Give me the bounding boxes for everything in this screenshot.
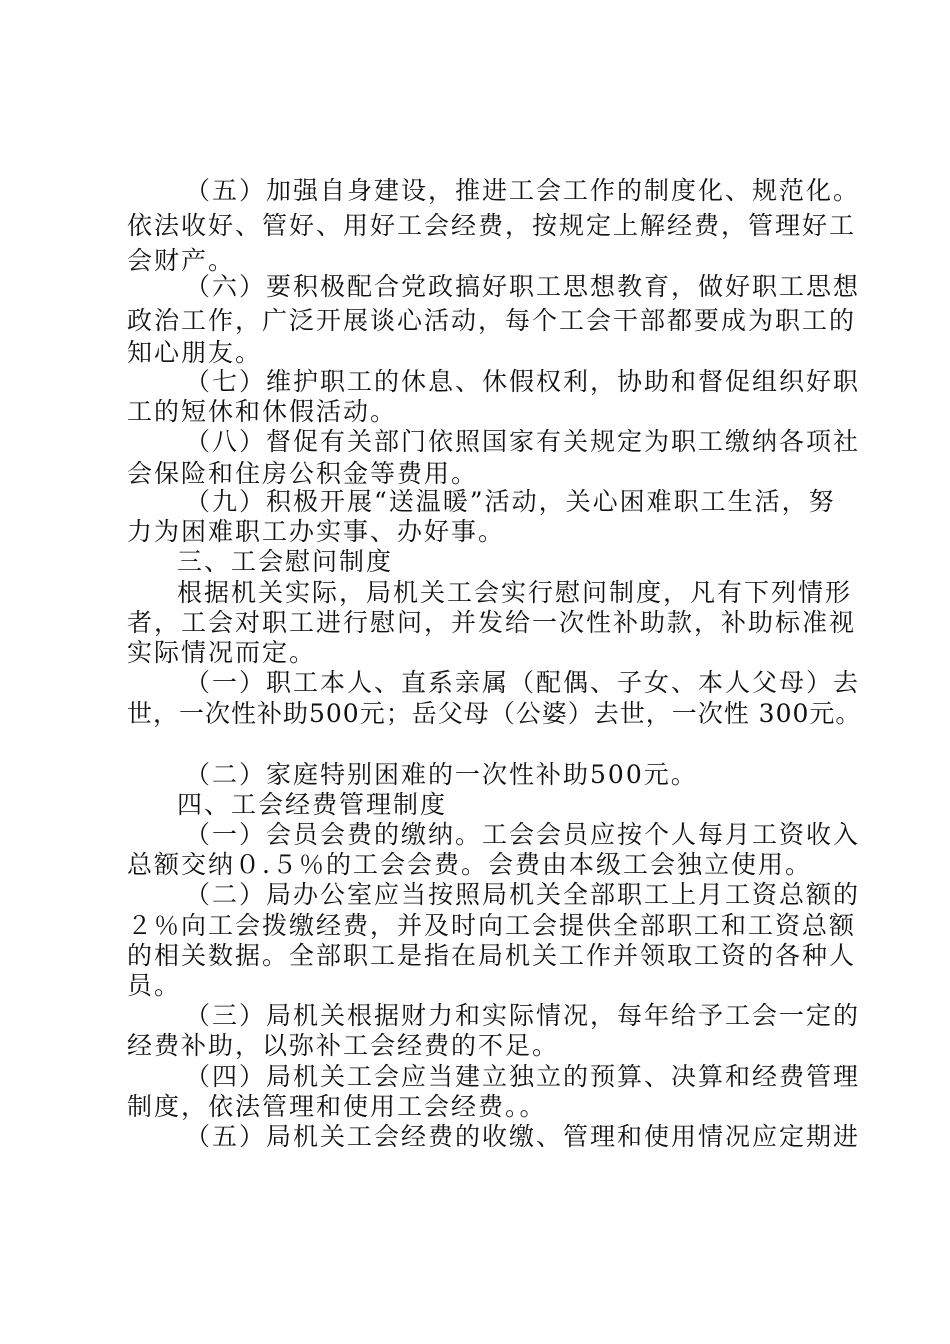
paragraph-line: （九）积极开展“送温暖”活动，关心困难职工生活，努 [185,487,836,516]
paragraph-line: 根据机关实际，局机关工会实行慰问制度，凡有下列情形 [177,578,853,607]
paragraph-line: ２％向工会拨缴经费，并及时向工会提供全部职工和工资总额 [127,911,857,940]
paragraph-line: 员。 [127,971,182,1000]
paragraph-line: 力为困难职工办实事、办好事。 [127,517,506,546]
paragraph-line: 会保险和住房公积金等费用。 [127,459,479,488]
paragraph-line: （二）局办公室应当按照局机关全部职工上月工资总额的 [185,880,861,909]
paragraph-line: 的相关数据。全部职工是指在局机关工作并领取工资的各种人 [127,941,857,970]
paragraph-line: 制度，依法管理和使用工会经费。。 [127,1092,547,1121]
paragraph-line: （五）加强自身建设，推进工会工作的制度化、规范化。 [185,176,861,205]
section-heading: 三、工会慰问制度 [177,547,394,576]
paragraph-line: 会财产。 [127,246,236,275]
paragraph-line: 政治工作，广泛开展谈心活动，每个工会干部都要成为职工的 [127,306,857,335]
section-heading: 四、工会经费管理制度 [177,790,448,819]
paragraph-line: （五）局机关工会经费的收缴、管理和使用情况应定期进 [185,1122,861,1151]
paragraph-line: 世，一次性补助500元；岳父母（公婆）去世，一次性 300元。 [127,699,862,728]
paragraph-line: （一）职工本人、直系亲属（配偶、子女、本人父母）去 [185,668,861,697]
paragraph-line: （六）要积极配合党政搞好职工思想教育，做好职工思想 [185,272,861,301]
paragraph-line: （一）会员会费的缴纳。工会会员应按个人每月工资收入 [185,820,861,849]
paragraph-line: 依法收好、管好、用好工会经费，按规定上解经费，管理好工 [127,211,857,240]
paragraph-line: 实际情况而定。 [127,638,317,667]
paragraph-line: （四）局机关工会应当建立独立的预算、决算和经费管理 [185,1062,861,1091]
paragraph-line: （三）局机关根据财力和实际情况，每年给予工会一定的 [185,1001,861,1030]
paragraph-line: （八）督促有关部门依照国家有关规定为职工缴纳各项社 [185,427,861,456]
paragraph-line: 知心朋友。 [127,338,263,367]
paragraph-line: 者，工会对职工进行慰问，并发给一次性补助款，补助标准视 [127,608,857,637]
paragraph-line: （二）家庭特别困难的一次性补助500元。 [185,760,698,789]
paragraph-line: （七）维护职工的休息、休假权利，协助和督促组织好职 [185,367,861,396]
paragraph-line: 总额交纳０.５％的工会会费。会费由本级工会独立使用。 [127,850,812,879]
paragraph-line: 经费补助，以弥补工会经费的不足。 [127,1031,560,1060]
paragraph-line: 工的短休和休假活动。 [127,397,398,426]
